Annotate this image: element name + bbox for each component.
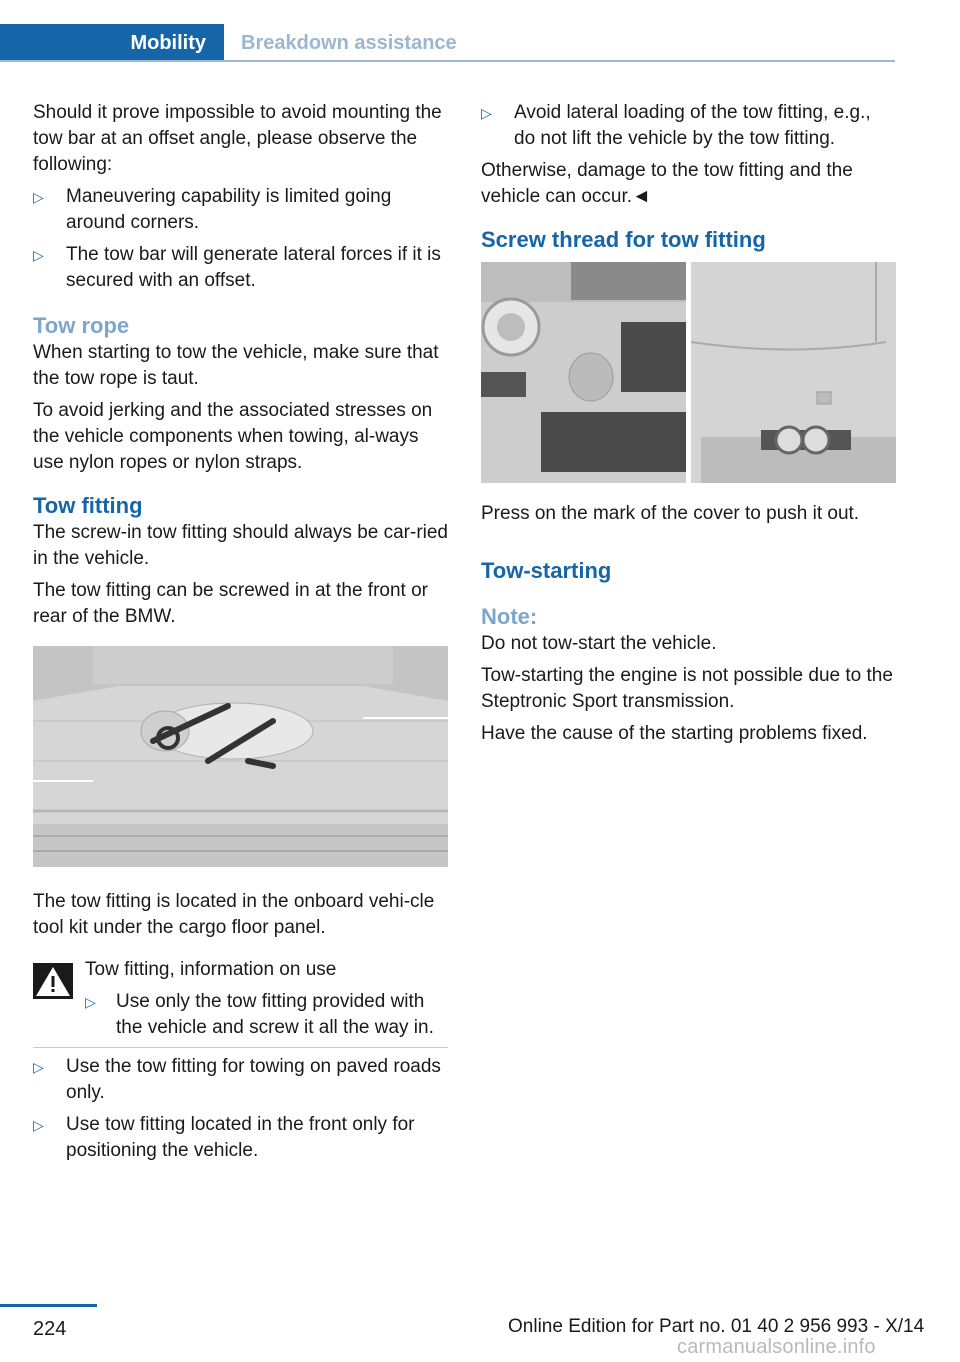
tow-fitting-paragraph-1: The screw-in tow fitting should always be car-ried in the vehicle. — [33, 522, 449, 569]
cargo-floor-tool-kit-image — [33, 646, 448, 867]
list-item — [33, 242, 448, 294]
warning-block — [33, 957, 448, 1041]
tow-rope-paragraph-1: When starting to tow the vehicle, make sure that the tow rope is taut. — [33, 342, 439, 389]
screw-thread-image — [481, 262, 896, 483]
bumper-cover-illustration — [481, 262, 896, 483]
left-column — [33, 100, 448, 1170]
page-number: 224 — [33, 1318, 67, 1340]
watermark: carmanualsonline.info — [677, 1336, 876, 1358]
tow-fitting-heading: Tow fitting — [33, 493, 143, 518]
triangle-bullet-icon: ▷ — [33, 1059, 44, 1075]
otherwise-paragraph: Otherwise, damage to the tow fitting and the vehicle can occur.◄ — [481, 160, 853, 207]
list-item-text: Use the tow fitting for towing on paved roads only. — [66, 1056, 441, 1103]
press-paragraph: Press on the mark of the cover to push it out. — [481, 503, 860, 524]
triangle-bullet-icon: ▷ — [85, 994, 96, 1010]
note-paragraph-1: Do not tow-start the vehicle. — [481, 633, 717, 654]
warning-triangle-icon — [33, 963, 73, 999]
triangle-bullet-icon: ▷ — [33, 189, 44, 205]
header-tab-mobility[interactable]: Mobility — [0, 24, 224, 62]
screw-thread-heading: Screw thread for tow fitting — [481, 227, 766, 252]
note-paragraph-2: Tow-starting the engine is not possible due to the Steptronic Sport transmission. — [481, 665, 893, 712]
list-item — [33, 1054, 448, 1106]
edition-text: Online Edition for Part no. 01 40 2 956 993 - X/14 — [508, 1316, 925, 1337]
footer-rule — [0, 1304, 97, 1307]
list-item-text: Maneuvering capability is limited going around corners. — [66, 186, 392, 233]
header-tab-breakdown-assistance[interactable]: Breakdown assistance — [241, 31, 457, 54]
list-item — [33, 1112, 448, 1164]
tow-rope-paragraph-2: To avoid jerking and the associated stresses on the vehicle components when towing, al-ways use nylon ropes or nylon straps. — [33, 400, 433, 473]
list-item-text: Avoid lateral loading of the tow fitting, e.g., do not lift the vehicle by the tow fitting. — [514, 102, 871, 149]
note-paragraph-3: Have the cause of the starting problems fixed. — [481, 723, 868, 744]
list-item-text: Use only the tow fitting provided with the vehicle and screw it all the way in. — [116, 991, 434, 1038]
triangle-bullet-icon: ▷ — [33, 247, 44, 263]
offset-list — [33, 184, 448, 294]
triangle-bullet-icon: ▷ — [33, 1117, 44, 1133]
list-item — [481, 100, 896, 152]
warning-list — [85, 989, 448, 1041]
warning-title: Tow fitting, information on use — [85, 959, 337, 980]
tow-starting-heading: Tow-starting — [481, 558, 612, 583]
lateral-loading-list — [481, 100, 896, 152]
intro-paragraph: Should it prove impossible to avoid mounting the tow bar at an offset angle, please observe the following: — [33, 102, 442, 175]
right-column — [481, 100, 896, 753]
header-rule — [0, 60, 895, 62]
tow-rope-heading: Tow rope — [33, 313, 130, 338]
list-item-text: The tow bar will generate lateral forces if it is secured with an offset. — [66, 244, 441, 291]
note-heading: Note: — [481, 604, 538, 629]
list-item-text: Use tow fitting located in the front only for positioning the vehicle. — [66, 1114, 415, 1161]
cargo-floor-illustration — [33, 646, 448, 867]
list-item — [33, 184, 448, 236]
triangle-bullet-icon: ▷ — [481, 105, 492, 121]
image-caption: The tow fitting is located in the onboard vehi-cle tool kit under the cargo floor panel. — [33, 891, 435, 938]
tow-fitting-paragraph-2: The tow fitting can be screwed in at the front or rear of the BMW. — [33, 580, 428, 627]
tow-fitting-list — [33, 1054, 448, 1164]
list-item — [85, 989, 448, 1041]
divider — [33, 1047, 448, 1048]
